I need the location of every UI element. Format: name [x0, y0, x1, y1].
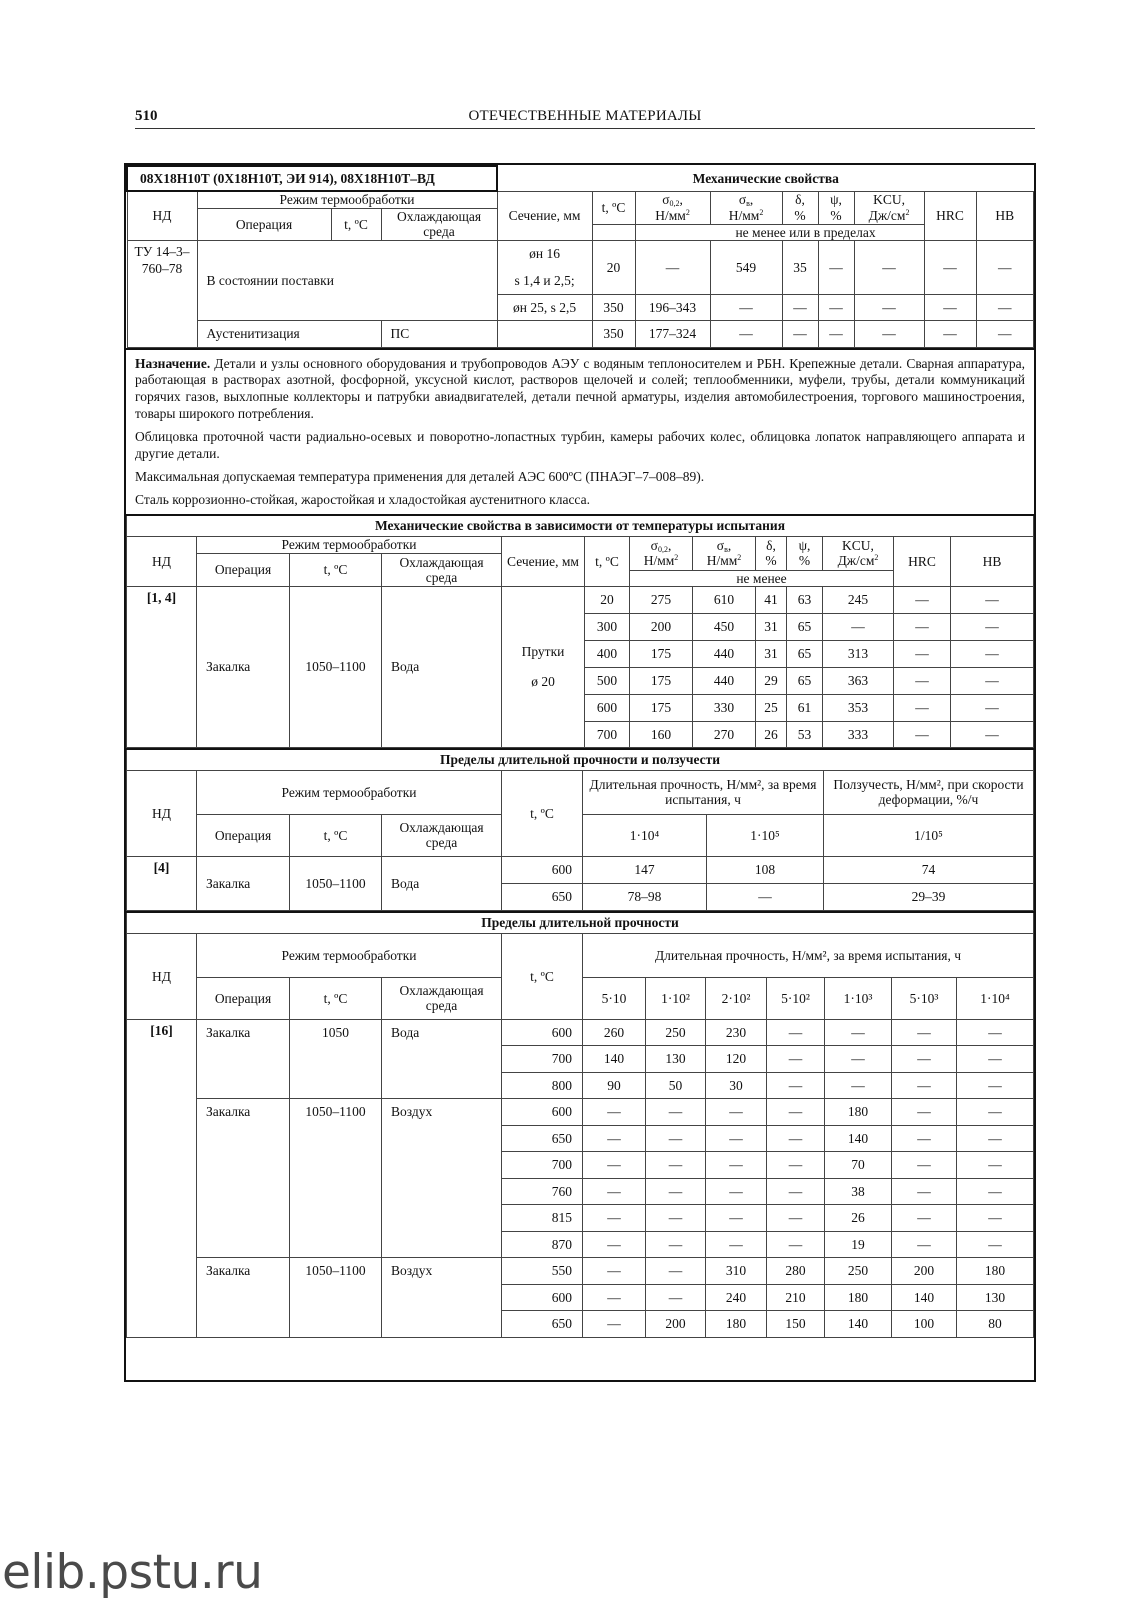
val-cell: 330 — [693, 694, 756, 721]
val-cell: 175 — [630, 694, 693, 721]
val-cell: — — [583, 1099, 646, 1126]
col-rezhim: Режим термообработки — [197, 191, 497, 208]
val-cell: — — [957, 1125, 1034, 1152]
t-cell: 350 — [592, 320, 635, 347]
sec1-title: Механические свойства — [497, 166, 1033, 191]
val-cell: — — [767, 1231, 825, 1258]
purpose-text: Облицовка проточной части радиально-осевых и поворотно-лопастных турбин, камеры рабочих колес, облицовка лопаток направляющего аппарата и другие детали. — [135, 429, 1025, 461]
val-cell: 31 — [756, 613, 787, 640]
val-cell: 353 — [823, 694, 894, 721]
purpose-block — [126, 348, 1034, 514]
col-time: 1·10⁵ — [707, 814, 824, 856]
val-cell: — — [710, 294, 782, 320]
col-creep: Ползучесть, Н/мм², при скорости деформации, %/ч — [824, 770, 1034, 814]
purpose-text: Максимальная допускаемая температура применения для деталей АЭС 600ºС (ПНАЭГ–7–008–89). — [135, 468, 705, 484]
val-cell: — — [825, 1072, 892, 1099]
val-cell: — — [706, 1152, 767, 1179]
col-rate: 1/10⁵ — [824, 814, 1034, 856]
val-cell: 313 — [823, 640, 894, 667]
val-cell: — — [976, 240, 1033, 294]
col-time: 1·10⁴ — [583, 814, 707, 856]
val-cell: — — [957, 1152, 1034, 1179]
t-cell: 870 — [502, 1231, 583, 1258]
val-cell: — — [951, 721, 1034, 747]
val-cell: 100 — [892, 1311, 957, 1338]
sec3-title: Пределы длительной прочности и ползучести — [127, 749, 1034, 771]
val-cell: — — [707, 883, 824, 910]
val-cell: — — [706, 1125, 767, 1152]
val-cell: 260 — [583, 1019, 646, 1046]
val-cell: — — [894, 721, 951, 747]
val-cell: 333 — [823, 721, 894, 747]
sec4-title: Пределы длительной прочности — [127, 912, 1034, 934]
t-cell: 600 — [502, 1019, 583, 1046]
col-sig02: $\sigma_{0,2}$, $Н/мм^2$ — [635, 191, 710, 224]
val-cell: 61 — [787, 694, 823, 721]
val-cell: 90 — [583, 1072, 646, 1099]
col-delta: δ, % — [756, 536, 787, 570]
op-cell: В состоянии поставки — [197, 240, 497, 320]
col-t: t, ºС — [585, 536, 630, 586]
col-time: 5·10³ — [892, 977, 957, 1019]
val-cell: 130 — [646, 1046, 706, 1073]
purpose-text: Детали и узлы основного оборудования и трубопроводов АЭУ с водяным теплоносителем и РБН. Крепежные детали. Сварная аппаратура, работающая в растворах азотной, фосфорной, уксусной кислот, растворов щелочей и солей; теплообменники, муфели, трубы, детали коммуникаций горячих газов, выхлопные коллекторы и патрубки авиадвигателей, детали печной арматуры, изделия автомобилестроения, торгового машиностроения, товары широкого потребления. — [135, 355, 1025, 422]
t-cell: 650 — [502, 1125, 583, 1152]
nd-ref: [1, 4] — [127, 586, 197, 747]
val-cell: 78–98 — [583, 883, 707, 910]
sec2-title: Механические свойства в зависимости от температуры испытания — [127, 515, 1034, 537]
col-top: t, ºС — [331, 208, 381, 240]
t-cell: 350 — [592, 294, 635, 320]
val-cell: 26 — [825, 1205, 892, 1232]
val-cell: — — [706, 1178, 767, 1205]
col-time: 1·10² — [646, 977, 706, 1019]
val-cell: 74 — [824, 856, 1034, 883]
table-row — [127, 1258, 1034, 1285]
nd-ref: [4] — [127, 856, 197, 910]
val-cell: — — [957, 1178, 1034, 1205]
val-cell: — — [646, 1205, 706, 1232]
ohl-cell: Воздух — [382, 1099, 502, 1258]
ohl-cell: Воздух — [382, 1258, 502, 1338]
val-cell: — — [854, 294, 924, 320]
t-cell: 400 — [585, 640, 630, 667]
rupture-table — [126, 911, 1034, 1338]
t-cell: 700 — [502, 1046, 583, 1073]
val-cell: — — [894, 586, 951, 613]
val-cell: 180 — [706, 1311, 767, 1338]
val-cell: 65 — [787, 667, 823, 694]
col-note: не менее или в пределах — [635, 224, 976, 240]
col-note: не менее — [630, 570, 894, 586]
val-cell: — — [957, 1046, 1034, 1073]
val-cell: 120 — [706, 1046, 767, 1073]
val-cell: 440 — [693, 667, 756, 694]
val-cell: 180 — [957, 1258, 1034, 1285]
sech-a: Прутки — [521, 644, 565, 660]
col-hrc: HRC — [924, 191, 976, 240]
val-cell: 140 — [825, 1311, 892, 1338]
val-cell: 147 — [583, 856, 707, 883]
val-cell: 250 — [646, 1019, 706, 1046]
val-cell: — — [951, 667, 1034, 694]
val-cell: 200 — [892, 1258, 957, 1285]
val-cell: 450 — [693, 613, 756, 640]
page-number: 510 — [135, 108, 158, 124]
val-cell: 160 — [630, 721, 693, 747]
val-cell: 150 — [767, 1311, 825, 1338]
val-cell: — — [892, 1125, 957, 1152]
page-header — [135, 108, 1035, 129]
col-time: 1·10³ — [825, 977, 892, 1019]
nd-ref: [16] — [127, 1019, 197, 1337]
val-cell: 280 — [767, 1258, 825, 1285]
val-cell: 35 — [782, 240, 818, 294]
val-cell: — — [706, 1099, 767, 1126]
val-cell: 140 — [825, 1125, 892, 1152]
col-time: 5·10² — [767, 977, 825, 1019]
val-cell: — — [646, 1231, 706, 1258]
val-cell: 140 — [892, 1284, 957, 1311]
val-cell: 25 — [756, 694, 787, 721]
purpose-label: Назначение. — [135, 355, 211, 371]
t-cell: 650 — [502, 883, 583, 910]
val-cell: 130 — [957, 1284, 1034, 1311]
col-time: 2·10² — [706, 977, 767, 1019]
val-cell: 310 — [706, 1258, 767, 1285]
val-cell: — — [583, 1231, 646, 1258]
top-cell: 1050–1100 — [290, 1099, 382, 1258]
val-cell: — — [951, 613, 1034, 640]
val-cell: 210 — [767, 1284, 825, 1311]
val-cell: — — [646, 1099, 706, 1126]
col-psi: ψ, % — [787, 536, 823, 570]
val-cell: 245 — [823, 586, 894, 613]
col-op: Операция — [197, 553, 290, 586]
val-cell: — — [583, 1152, 646, 1179]
val-cell: — — [823, 613, 894, 640]
running-title: ОТЕЧЕСТВЕННЫЕ МАТЕРИАЛЫ — [468, 108, 702, 124]
val-cell: — — [976, 294, 1033, 320]
col-hb: HB — [951, 536, 1034, 586]
val-cell: — — [854, 240, 924, 294]
t-cell: 600 — [502, 1284, 583, 1311]
val-cell: 275 — [630, 586, 693, 613]
val-cell: — — [583, 1205, 646, 1232]
val-cell: — — [892, 1046, 957, 1073]
val-cell: — — [957, 1231, 1034, 1258]
top-cell: 1050 — [290, 1019, 382, 1099]
col-hrc: HRC — [894, 536, 951, 586]
val-cell: — — [583, 1125, 646, 1152]
col-hb: HB — [976, 191, 1033, 240]
col-t: t, ºС — [502, 933, 583, 1019]
sech-cell — [502, 586, 585, 747]
val-cell: — — [818, 320, 854, 347]
col-t: t, ºС — [592, 191, 635, 224]
val-cell: — — [894, 667, 951, 694]
val-cell: — — [894, 640, 951, 667]
watermark: elib.pstu.ru — [2, 1545, 263, 1600]
val-cell: — — [710, 320, 782, 347]
val-cell: 270 — [693, 721, 756, 747]
val-cell: 29 — [756, 667, 787, 694]
val-cell: 250 — [825, 1258, 892, 1285]
table-row — [127, 1019, 1034, 1046]
t-cell: 600 — [502, 1099, 583, 1126]
col-nd: НД — [127, 536, 197, 586]
creep-table — [126, 748, 1034, 911]
val-cell: — — [951, 694, 1034, 721]
col-sig02: $\sigma_{0,2}$, $Н/мм^2$ — [630, 536, 693, 570]
temp-props-table — [126, 514, 1034, 748]
t-cell: 600 — [585, 694, 630, 721]
val-cell: — — [854, 320, 924, 347]
val-cell: 19 — [825, 1231, 892, 1258]
val-cell: 26 — [756, 721, 787, 747]
sech-cell: s 1,4 и 2,5; — [497, 267, 592, 294]
col-rezhim: Режим термообработки — [197, 770, 502, 814]
val-cell: — — [892, 1072, 957, 1099]
t-cell: 20 — [585, 586, 630, 613]
val-cell: — — [892, 1019, 957, 1046]
val-cell: — — [583, 1178, 646, 1205]
val-cell: 70 — [825, 1152, 892, 1179]
col-ohl: Охлаждающая среда — [382, 977, 502, 1019]
val-cell: 196–343 — [635, 294, 710, 320]
col-dp: Длительная прочность, Н/мм², за время испытания, ч — [583, 933, 1034, 977]
t-cell: 760 — [502, 1178, 583, 1205]
t-cell: 700 — [585, 721, 630, 747]
ohl-cell: Вода — [382, 586, 502, 747]
ohl-cell: Вода — [382, 856, 502, 910]
t-cell: 20 — [592, 240, 635, 294]
col-delta: δ, % — [782, 191, 818, 224]
val-cell: — — [767, 1205, 825, 1232]
top-cell: 1050–1100 — [290, 856, 382, 910]
col-op: Операция — [197, 814, 290, 856]
val-cell: — — [894, 613, 951, 640]
mech-props-table — [126, 165, 1034, 348]
val-cell: — — [635, 240, 710, 294]
sech-cell: øн 16 — [497, 240, 592, 267]
val-cell: — — [583, 1284, 646, 1311]
t-cell: 650 — [502, 1311, 583, 1338]
val-cell: — — [646, 1125, 706, 1152]
val-cell: — — [825, 1019, 892, 1046]
t-cell: 815 — [502, 1205, 583, 1232]
col-time: 5·10 — [583, 977, 646, 1019]
val-cell: 80 — [957, 1311, 1034, 1338]
col-top: t, ºС — [290, 553, 382, 586]
op-cell: Закалка — [197, 586, 290, 747]
val-cell: — — [924, 320, 976, 347]
val-cell: 440 — [693, 640, 756, 667]
purpose-text: Сталь коррозионно-стойкая, жаростойкая и хладостойкая аустенитного класса. — [135, 491, 590, 507]
val-cell: — — [924, 294, 976, 320]
t-cell: 550 — [502, 1258, 583, 1285]
op-cell: Закалка — [197, 856, 290, 910]
val-cell: — — [767, 1046, 825, 1073]
op-cell: Закалка — [197, 1019, 290, 1099]
val-cell: — — [767, 1178, 825, 1205]
col-sech: Сечение, мм — [497, 191, 592, 240]
val-cell: — — [951, 640, 1034, 667]
val-cell: 180 — [825, 1099, 892, 1126]
val-cell: — — [767, 1152, 825, 1179]
col-op: Операция — [197, 977, 290, 1019]
val-cell: 29–39 — [824, 883, 1034, 910]
col-dp: Длительная прочность, Н/мм², за время испытания, ч — [583, 770, 824, 814]
val-cell: — — [892, 1152, 957, 1179]
val-cell: — — [767, 1125, 825, 1152]
val-cell: 180 — [825, 1284, 892, 1311]
t-cell: 500 — [585, 667, 630, 694]
op-cell: Аустенитизация — [197, 320, 381, 347]
val-cell: 230 — [706, 1019, 767, 1046]
material-card — [124, 163, 1036, 1382]
val-cell: — — [646, 1178, 706, 1205]
col-top: t, ºС — [290, 977, 382, 1019]
val-cell: — — [583, 1311, 646, 1338]
sech-cell: øн 25, s 2,5 — [497, 294, 592, 320]
val-cell: 30 — [706, 1072, 767, 1099]
val-cell: — — [818, 240, 854, 294]
val-cell: — — [767, 1099, 825, 1126]
col-rezhim: Режим термообработки — [197, 933, 502, 977]
material-grade: 08Х18Н10Т (0Х18Н10Т, ЭИ 914), 08Х18Н10Т–ВД — [127, 166, 497, 191]
val-cell: — — [646, 1258, 706, 1285]
t-cell: 300 — [585, 613, 630, 640]
val-cell: — — [924, 240, 976, 294]
val-cell: 38 — [825, 1178, 892, 1205]
val-cell: — — [892, 1205, 957, 1232]
col-ohl: Охлаждающая среда — [382, 814, 502, 856]
val-cell: 53 — [787, 721, 823, 747]
val-cell: — — [957, 1099, 1034, 1126]
val-cell: — — [957, 1205, 1034, 1232]
val-cell: — — [951, 586, 1034, 613]
val-cell: — — [818, 294, 854, 320]
col-kcu: KCU, $Дж/см^2$ — [823, 536, 894, 570]
val-cell: 65 — [787, 640, 823, 667]
val-cell: 31 — [756, 640, 787, 667]
val-cell: 140 — [583, 1046, 646, 1073]
table-row — [127, 1099, 1034, 1126]
ohl-cell: ПС — [381, 320, 497, 347]
val-cell: — — [646, 1284, 706, 1311]
val-cell: — — [957, 1072, 1034, 1099]
t-cell: 700 — [502, 1152, 583, 1179]
op-cell: Закалка — [197, 1099, 290, 1258]
nd-ref: ТУ 14–3–760–78 — [127, 240, 197, 347]
col-top: t, ºС — [290, 814, 382, 856]
val-cell: — — [646, 1152, 706, 1179]
val-cell: — — [825, 1046, 892, 1073]
val-cell: 65 — [787, 613, 823, 640]
val-cell: — — [782, 294, 818, 320]
val-cell: 200 — [630, 613, 693, 640]
col-nd: НД — [127, 770, 197, 856]
val-cell: — — [976, 320, 1033, 347]
top-cell: 1050–1100 — [290, 586, 382, 747]
op-cell: Закалка — [197, 1258, 290, 1338]
val-cell: — — [957, 1019, 1034, 1046]
t-cell: 800 — [502, 1072, 583, 1099]
val-cell: 175 — [630, 667, 693, 694]
val-cell: — — [892, 1099, 957, 1126]
col-kcu: KCU, $Дж/см^2$ — [854, 191, 924, 224]
val-cell: — — [767, 1019, 825, 1046]
col-sigv: $\sigma_в$, $Н/мм^2$ — [710, 191, 782, 224]
val-cell: — — [706, 1231, 767, 1258]
val-cell: 363 — [823, 667, 894, 694]
val-cell: — — [892, 1231, 957, 1258]
val-cell: — — [706, 1205, 767, 1232]
val-cell: 108 — [707, 856, 824, 883]
val-cell: 41 — [756, 586, 787, 613]
val-cell: 175 — [630, 640, 693, 667]
col-sech: Сечение, мм — [502, 536, 585, 586]
val-cell: 50 — [646, 1072, 706, 1099]
col-nd: НД — [127, 933, 197, 1019]
val-cell: 610 — [693, 586, 756, 613]
col-time: 1·10⁴ — [957, 977, 1034, 1019]
t-cell: 600 — [502, 856, 583, 883]
val-cell: — — [782, 320, 818, 347]
val-cell: 63 — [787, 586, 823, 613]
col-op: Операция — [197, 208, 331, 240]
val-cell: — — [767, 1072, 825, 1099]
col-psi: ψ, % — [818, 191, 854, 224]
col-t: t, ºС — [502, 770, 583, 856]
col-rezhim: Режим термообработки — [197, 536, 502, 553]
val-cell: 177–324 — [635, 320, 710, 347]
ohl-cell: Вода — [382, 1019, 502, 1099]
val-cell: — — [892, 1178, 957, 1205]
col-sigv: $\sigma_в$, $Н/мм^2$ — [693, 536, 756, 570]
val-cell: — — [583, 1258, 646, 1285]
col-nd: НД — [127, 191, 197, 240]
col-ohl: Охлаждающая среда — [381, 208, 497, 240]
val-cell: — — [894, 694, 951, 721]
top-cell: 1050–1100 — [290, 1258, 382, 1338]
val-cell: 549 — [710, 240, 782, 294]
val-cell: 240 — [706, 1284, 767, 1311]
col-ohl: Охлаждающая среда — [382, 553, 502, 586]
sech-b: ø 20 — [531, 674, 555, 690]
val-cell: 200 — [646, 1311, 706, 1338]
